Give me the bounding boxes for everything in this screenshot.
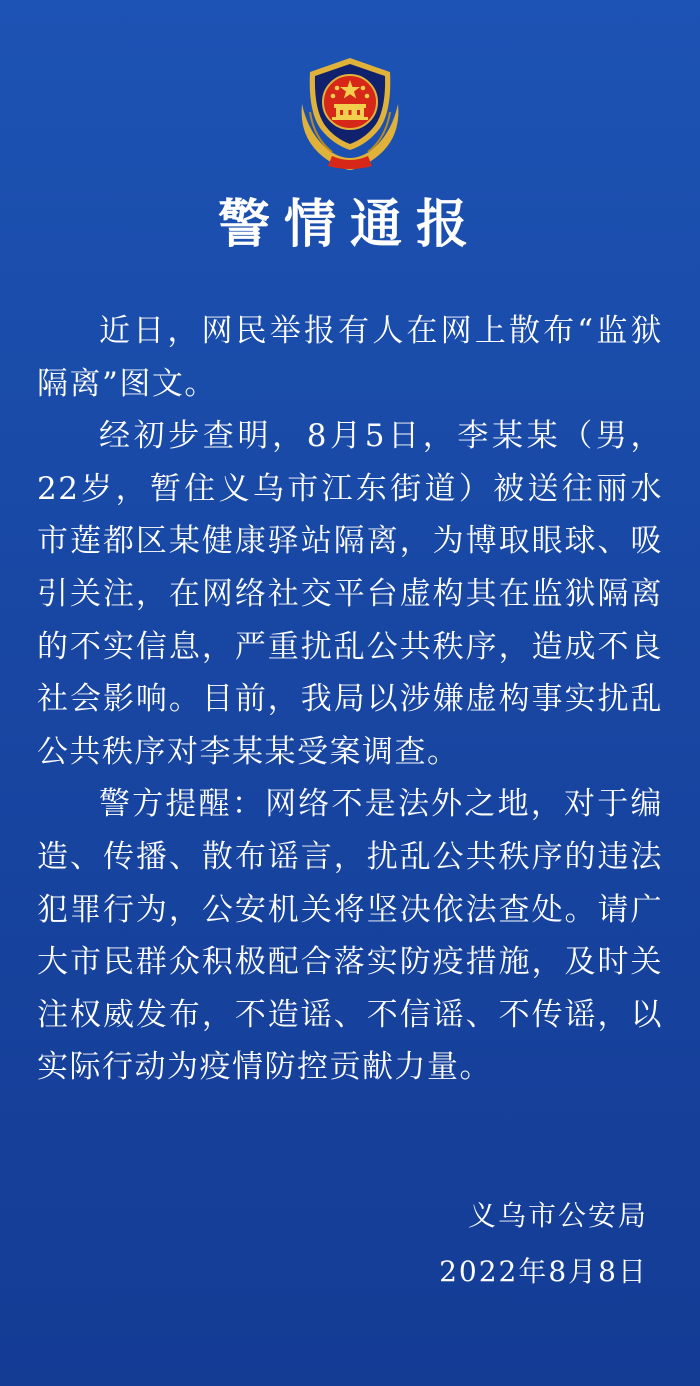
police-badge-icon <box>288 52 412 172</box>
paragraph-intro: 近日，网民举报有人在网上散布“监狱隔离”图文。 <box>37 313 663 402</box>
signature-date: 2022年8月8日 <box>439 1255 648 1288</box>
paragraph-findings: 经初步查明，8月5日，李某某（男，22岁，暂住义乌市江东街道）被送往丽水市莲都区某健康驿站隔离，为博取眼球、吸引关注，在网络社交平台虚构其在监狱隔离的不实信息，严重扰乱公共秩序，造成不良社会影响。目前，我局以涉嫌虚构事实扰乱公共秩序对李某某受案调查。 <box>37 418 663 770</box>
signature-org: 义乌市公安局 <box>467 1199 648 1232</box>
paragraph-reminder: 警方提醒：网络不是法外之地，对于编造、传播、散布谣言，扰乱公共秩序的违法犯罪行为，公安机关将坚决依法查处。请广大市民群众积极配合落实防疫措施，及时关注权威发布，不造谣、不信谣、不传谣，以实际行动为疫情防控贡献力量。 <box>37 786 663 1086</box>
notice-body <box>37 305 663 1094</box>
notice-title: 警情通报 <box>217 195 482 255</box>
